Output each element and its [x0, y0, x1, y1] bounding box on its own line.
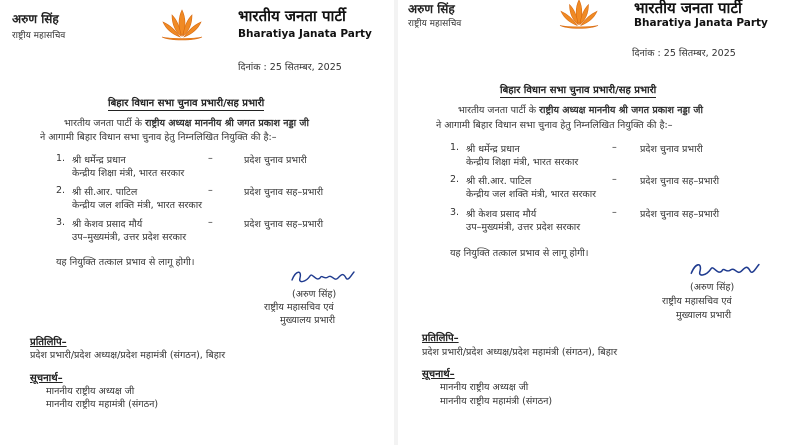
appointment-1-post: प्रदेश चुनाव प्रभारी: [640, 144, 703, 155]
sender-name: अरुण सिंह: [12, 12, 59, 26]
signature-role-line-1: राष्ट्रीय महासचिव एवं: [264, 302, 334, 313]
sender-role: राष्ट्रीय महासचिव: [12, 31, 66, 41]
letter-date: दिनांक : 25 सितम्बर, 2025: [632, 48, 736, 59]
appointment-2-dash: –: [612, 174, 617, 185]
appointment-2-post: प्रदेश चुनाव सह–प्रभारी: [640, 176, 720, 187]
appointment-2-designation: केन्द्रीय जल शक्ति मंत्री, भारत सरकार: [466, 189, 597, 200]
appointment-1-number: 1.: [56, 153, 66, 164]
signature-name: (अरुण सिंह): [292, 289, 337, 300]
letter-page-right: [400, 0, 800, 445]
copy-heading: प्रतिलिपि–: [30, 337, 67, 348]
signature-role-line-2: मुख्यालय प्रभारी: [280, 315, 336, 326]
intro-part-b: राष्ट्रीय अध्यक्ष माननीय श्री जगत प्रकाश नड्डा जी: [539, 105, 703, 116]
bjp-lotus-logo: [156, 6, 208, 46]
appointment-1-designation: केन्द्रीय शिक्षा मंत्री, भारत सरकार: [466, 157, 579, 168]
intro-line-1: [64, 116, 309, 129]
appointment-3-number: 3.: [450, 207, 460, 218]
page-divider: [394, 0, 398, 445]
info-heading: सूचनार्थ–: [30, 373, 63, 384]
info-item-1: माननीय राष्ट्रीय अध्यक्ष जी: [46, 386, 135, 397]
appointment-1-dash: –: [208, 153, 213, 164]
letter-subject: बिहार विधान सभा चुनाव प्रभारी/सह प्रभारी: [108, 95, 264, 109]
appointment-3-designation: उप–मुख्यमंत्री, उत्तर प्रदेश सरकार: [72, 232, 187, 243]
signature-role-line-2: मुख्यालय प्रभारी: [676, 310, 732, 321]
info-heading: सूचनार्थ–: [422, 369, 455, 380]
copy-text: प्रदेश प्रभारी/प्रदेश अध्यक्ष/प्रदेश महामंत्री (संगठन), बिहार: [422, 347, 618, 358]
appointment-1-name: श्री धर्मेन्द्र प्रधान: [72, 155, 126, 166]
handwritten-signature: [684, 258, 764, 282]
letter-date: दिनांक : 25 सितम्बर, 2025: [238, 62, 342, 73]
effect-note: यह नियुक्ति तत्काल प्रभाव से लागू होगी।: [450, 248, 589, 259]
sender-name: अरुण सिंह: [408, 2, 455, 16]
appointment-3-name: श्री केशव प्रसाद मौर्य: [466, 209, 537, 220]
appointment-2-dash: –: [208, 185, 213, 196]
appointment-2-number: 2.: [56, 185, 66, 196]
party-name-hindi: भारतीय जनता पार्टी: [634, 0, 742, 17]
appointment-2-name: श्री सी.आर. पाटिल: [466, 176, 532, 187]
info-item-2: माननीय राष्ट्रीय महामंत्री (संगठन): [46, 399, 159, 410]
appointment-3-post: प्रदेश चुनाव सह–प्रभारी: [640, 209, 720, 220]
intro-line-2: ने आगामी बिहार विधान सभा चुनाव हेतु निम्नलिखित नियुक्ति की है:–: [436, 120, 673, 131]
handwritten-signature: [286, 266, 358, 288]
letter-page-left: [0, 0, 392, 445]
signature-role-line-1: राष्ट्रीय महासचिव एवं: [662, 296, 732, 307]
appointment-1-designation: केन्द्रीय शिक्षा मंत्री, भारत सरकार: [72, 168, 185, 179]
appointment-1-post: प्रदेश चुनाव प्रभारी: [244, 155, 307, 166]
copy-text: प्रदेश प्रभारी/प्रदेश अध्यक्ष/प्रदेश महामंत्री (संगठन), बिहार: [30, 350, 226, 361]
party-name-english: Bharatiya Janata Party: [238, 28, 372, 40]
appointment-3-dash: –: [208, 217, 213, 228]
intro-line-2: ने आगामी बिहार विधान सभा चुनाव हेतु निम्नलिखित नियुक्ति की है:–: [40, 132, 277, 143]
letter-subject: बिहार विधान सभा चुनाव प्रभारी/सह प्रभारी: [500, 82, 656, 96]
intro-part-a: भारतीय जनता पार्टी के: [458, 105, 537, 116]
appointment-3-number: 3.: [56, 217, 66, 228]
appointment-2-number: 2.: [450, 174, 460, 185]
appointment-3-post: प्रदेश चुनाव सह–प्रभारी: [244, 219, 324, 230]
appointment-3-name: श्री केशव प्रसाद मौर्य: [72, 219, 143, 230]
intro-line-1: [458, 103, 703, 116]
appointment-2-name: श्री सी.आर. पाटिल: [72, 187, 138, 198]
appointment-1-dash: –: [612, 142, 617, 153]
info-item-2: माननीय राष्ट्रीय महामंत्री (संगठन): [440, 396, 553, 407]
signature-name: (अरुण सिंह): [690, 282, 735, 293]
copy-heading: प्रतिलिपि–: [422, 333, 459, 344]
appointment-2-post: प्रदेश चुनाव सह–प्रभारी: [244, 187, 324, 198]
effect-note: यह नियुक्ति तत्काल प्रभाव से लागू होगी।: [56, 257, 195, 268]
appointment-1-name: श्री धर्मेन्द्र प्रधान: [466, 144, 520, 155]
appointment-3-dash: –: [612, 207, 617, 218]
appointment-3-designation: उप–मुख्यमंत्री, उत्तर प्रदेश सरकार: [466, 222, 581, 233]
info-item-1: माननीय राष्ट्रीय अध्यक्ष जी: [440, 382, 529, 393]
appointment-2-designation: केन्द्रीय जल शक्ति मंत्री, भारत सरकार: [72, 200, 203, 211]
intro-part-b: राष्ट्रीय अध्यक्ष माननीय श्री जगत प्रकाश नड्डा जी: [145, 118, 309, 129]
bjp-lotus-logo: [552, 0, 606, 34]
intro-part-a: भारतीय जनता पार्टी के: [64, 118, 143, 129]
appointment-1-number: 1.: [450, 142, 460, 153]
sender-role: राष्ट्रीय महासचिव: [408, 19, 462, 29]
party-name-english: Bharatiya Janata Party: [634, 17, 768, 29]
party-name-hindi: भारतीय जनता पार्टी: [238, 7, 346, 25]
